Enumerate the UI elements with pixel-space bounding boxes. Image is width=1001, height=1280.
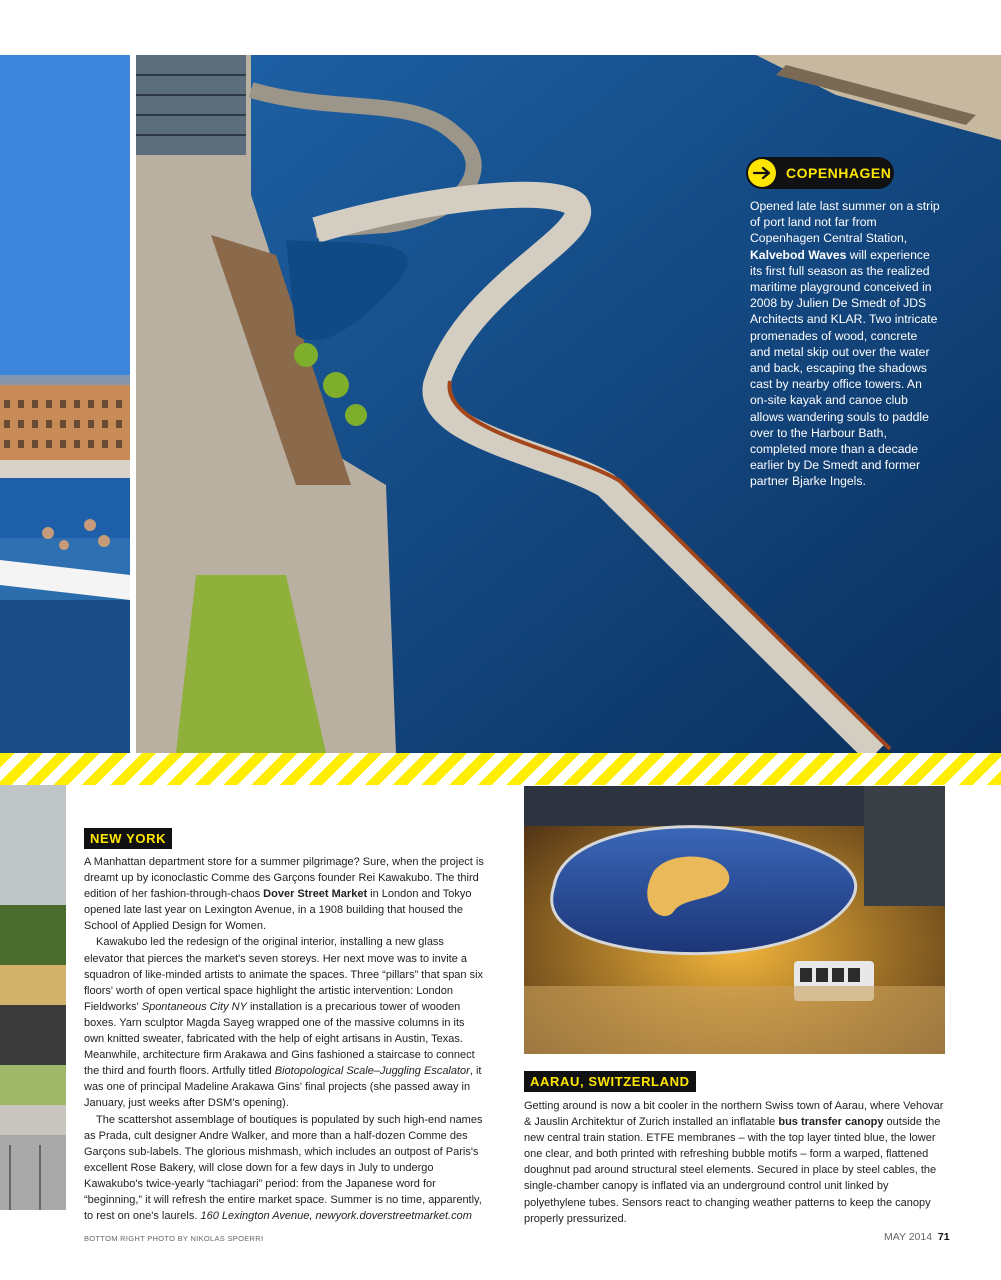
new-york-paragraph-2 bbox=[84, 934, 484, 1111]
new-york-paragraph-1 bbox=[84, 854, 484, 934]
dover-street-market-photo bbox=[0, 785, 66, 1210]
copenhagen-body bbox=[750, 198, 940, 490]
photo-credit: BOTTOM RIGHT PHOTO BY NIKOLAS SPOERRI bbox=[84, 1234, 264, 1243]
copenhagen-text-1: Opened late last summer on a strip of port land not far from Copenhagen Central Station, bbox=[750, 199, 940, 246]
ny-p2-italic-1: Spontaneous City NY bbox=[141, 1000, 247, 1013]
ny-p2-text-b: installation is a precarious tower of wooden boxes. Yarn sculptor Magda Sayeg wrapped one of the massive columns in its own knitted sweater, fabricated with the help of eight artisans in Austin, Texas. Meanwhile, architecture firm Arakawa and Gins fashioned a staircase to connect the third and fourth floors. Artfully titled bbox=[84, 1000, 475, 1078]
ny-address: 160 Lexington Avenue, newyork.doverstreetmarket.com bbox=[200, 1210, 472, 1223]
ny-p1-text-b: in London and Tokyo opened late last year on Lexington Avenue, in a 1908 building that housed the School of Applied Design for Women. bbox=[84, 888, 472, 933]
arrow-right-icon bbox=[748, 159, 776, 187]
harbour-bath-photo bbox=[0, 55, 130, 753]
dover-street-market-name: Dover Street Market bbox=[263, 888, 368, 901]
page-folio bbox=[884, 1231, 950, 1243]
aarau-body bbox=[524, 1098, 944, 1227]
kalvebod-waves-name: Kalvebod Waves bbox=[750, 247, 847, 262]
issue-date: MAY 2014 bbox=[884, 1231, 933, 1243]
bus-transfer-canopy-name: bus transfer canopy bbox=[778, 1116, 884, 1129]
aarau-title: AARAU, SWITZERLAND bbox=[524, 1071, 696, 1092]
page-number: 71 bbox=[937, 1231, 950, 1243]
copenhagen-heading bbox=[746, 157, 894, 189]
arrow-right-glyph bbox=[753, 166, 771, 180]
aarau-text-b: outside the new central train station. ETFE membranes – with the top layer tinted blue, the lower one clear, and both printed with refreshing bubble motifs – form a warped, flattened doughnut pad around structural steel elements. Secured in place by steel cables, the single-chamber canopy is inflated via an underground control unit linked by polyethylene tubes. Sensors react to changing weather patterns to keep the canopy properly pressurized. bbox=[524, 1116, 941, 1225]
new-york-paragraph-3 bbox=[84, 1112, 484, 1225]
copenhagen-text-2: will experience its first full season as the realized maritime playground conceived in 2008 by Julien De Smedt of JDS Architects and KLAR. Two intricate promenades of wood, concrete and metal skip out over the water and back, escaping the shadows cast by nearby office towers. An on-site kayak and canoe club allows wandering souls to paddle over to the Harbour Bath, completed more than a decade earlier by De Smedt and former partner Bjarke Ingels. bbox=[750, 247, 938, 489]
new-york-body bbox=[84, 854, 484, 1224]
ny-p1-text-a: A Manhattan department store for a summer pilgrimage? Sure, when the project is dreamt up by iconoclastic Comme des Garçons founder Rei Kawakubo. The third edition of her fashion-through-chaos bbox=[84, 856, 484, 901]
copenhagen-title: COPENHAGEN bbox=[786, 165, 892, 181]
dover-street-market-illustration bbox=[0, 785, 66, 1210]
new-york-title: NEW YORK bbox=[84, 828, 172, 849]
ny-p2-text-a: Kawakubo led the redesign of the original interior, installing a new glass elevator that pierces the market's seven storeys. Her next move was to invite a squadron of like-minded artists to animate the spaces. Three “pillars” that span six floors' worth of open vertical space highlight the artistic intervention: London Fieldworks' bbox=[84, 936, 484, 1013]
ny-p2-italic-2: Biotopological Scale–Juggling Escalator bbox=[274, 1065, 470, 1078]
aarau-text-a: Getting around is now a bit cooler in the northern Swiss town of Aarau, where Vehovar & Jauslin Architektur of Zurich installed an inflatable bbox=[524, 1100, 944, 1129]
aarau-canopy-photo bbox=[524, 786, 945, 1054]
harbour-bath-illustration bbox=[0, 55, 130, 753]
ny-p3-text-a: The scattershot assemblage of boutiques is populated by such high-end names as Prada, cult designer Andre Walker, and more than a half-dozen Comme des Garçons sub-labels. The glorious mishmash, which includes an outpost of Paris's excellent Rose Bakery, will close down for a few days in July to undergo Kawakubo's twice-yearly “tachiagari” period: from the Japanese word for “beginning,” it will refresh the entire market space. Summer is no time, apparently, to rest on one's laurels. bbox=[84, 1113, 483, 1223]
ny-p2-text-c: , it was one of principal Madeline Arakawa Gins' final projects (she passed away in January, just weeks after DSM's opening). bbox=[84, 1065, 482, 1110]
yellow-stripe-divider bbox=[0, 753, 1001, 785]
aarau-canopy-illustration bbox=[524, 786, 945, 1054]
